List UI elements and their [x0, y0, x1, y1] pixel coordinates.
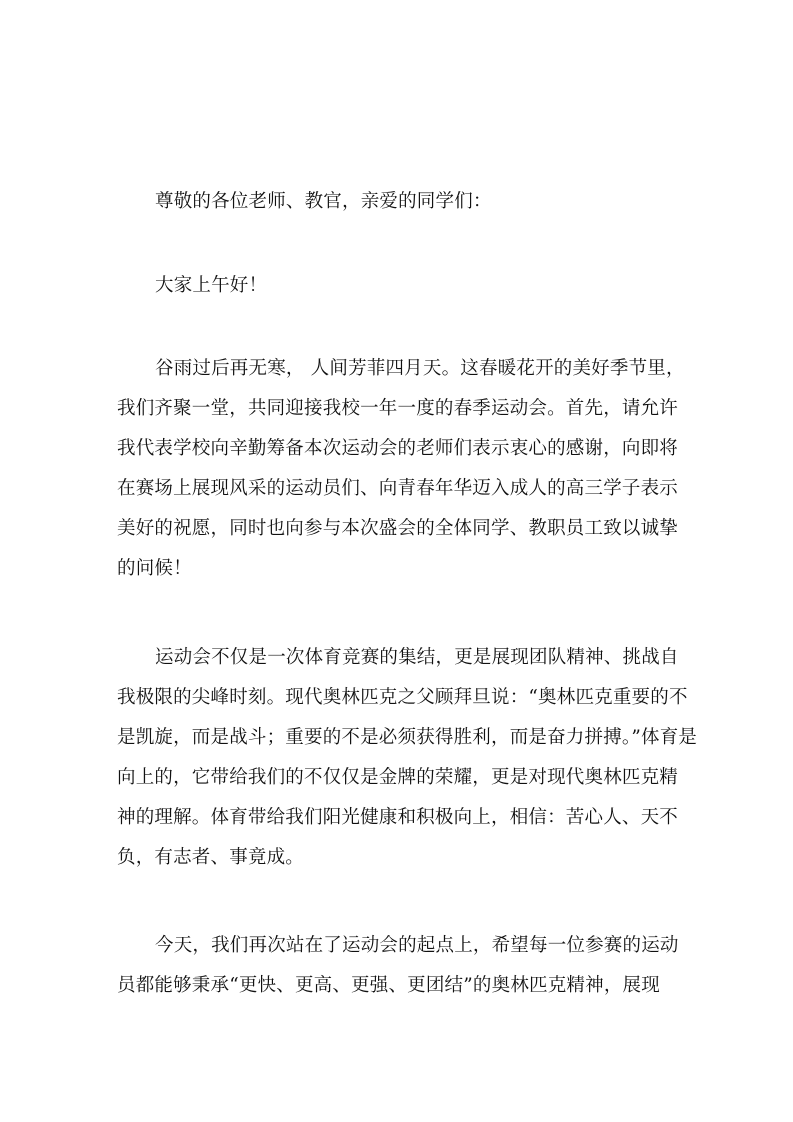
paragraph-line: 我们齐聚一堂，共同迎接我校一年一度的春季运动会。首先，请允许 — [117, 398, 679, 419]
greeting-line: 尊敬的各位老师、教官，亲爱的同学们： — [155, 191, 492, 212]
paragraph-line: 向上的，它带给我们的不仅仅是金牌的荣耀，更是对现代奥林匹克精 — [117, 767, 679, 788]
paragraph-line: 是凯旋，而是战斗；重要的不是必须获得胜利，而是奋力拼搏。”体育是 — [117, 727, 698, 748]
paragraph-line: 在赛场上展现风采的运动员们、向青春年华迈入成人的高三学子表示 — [117, 478, 679, 499]
paragraph-line: 我代表学校向辛勤筹备本次运动会的老师们表示衷心的感谢，向即将 — [117, 438, 679, 459]
paragraph-line: 负，有志者、事竟成。 — [117, 847, 305, 868]
paragraph-line: 运动会不仅是一次体育竞赛的集结，更是展现团队精神、挑战自 — [155, 647, 679, 668]
salutation-line: 大家上午好！ — [155, 275, 268, 296]
paragraph-line: 美好的祝愿，同时也向参与本次盛会的全体同学、教职员工致以诚挚 — [117, 518, 679, 539]
paragraph-line: 的问候！ — [117, 558, 192, 579]
paragraph-line: 神的理解。体育带给我们阳光健康和积极向上，相信：苦心人、天不 — [117, 807, 679, 828]
paragraph-line: 今天，我们再次站在了运动会的起点上，希望每一位参赛的运动 — [155, 935, 679, 956]
paragraph-line: 员都能够秉承“更快、更高、更强、更团结”的奥林匹克精神，展现 — [117, 975, 660, 996]
paragraph-line: 谷雨过后再无寒， 人间芳菲四月天。这春暖花开的美好季节里， — [155, 358, 685, 379]
paragraph-line: 我极限的尖峰时刻。现代奥林匹克之父顾拜旦说：“奥林匹克重要的不 — [117, 687, 688, 708]
